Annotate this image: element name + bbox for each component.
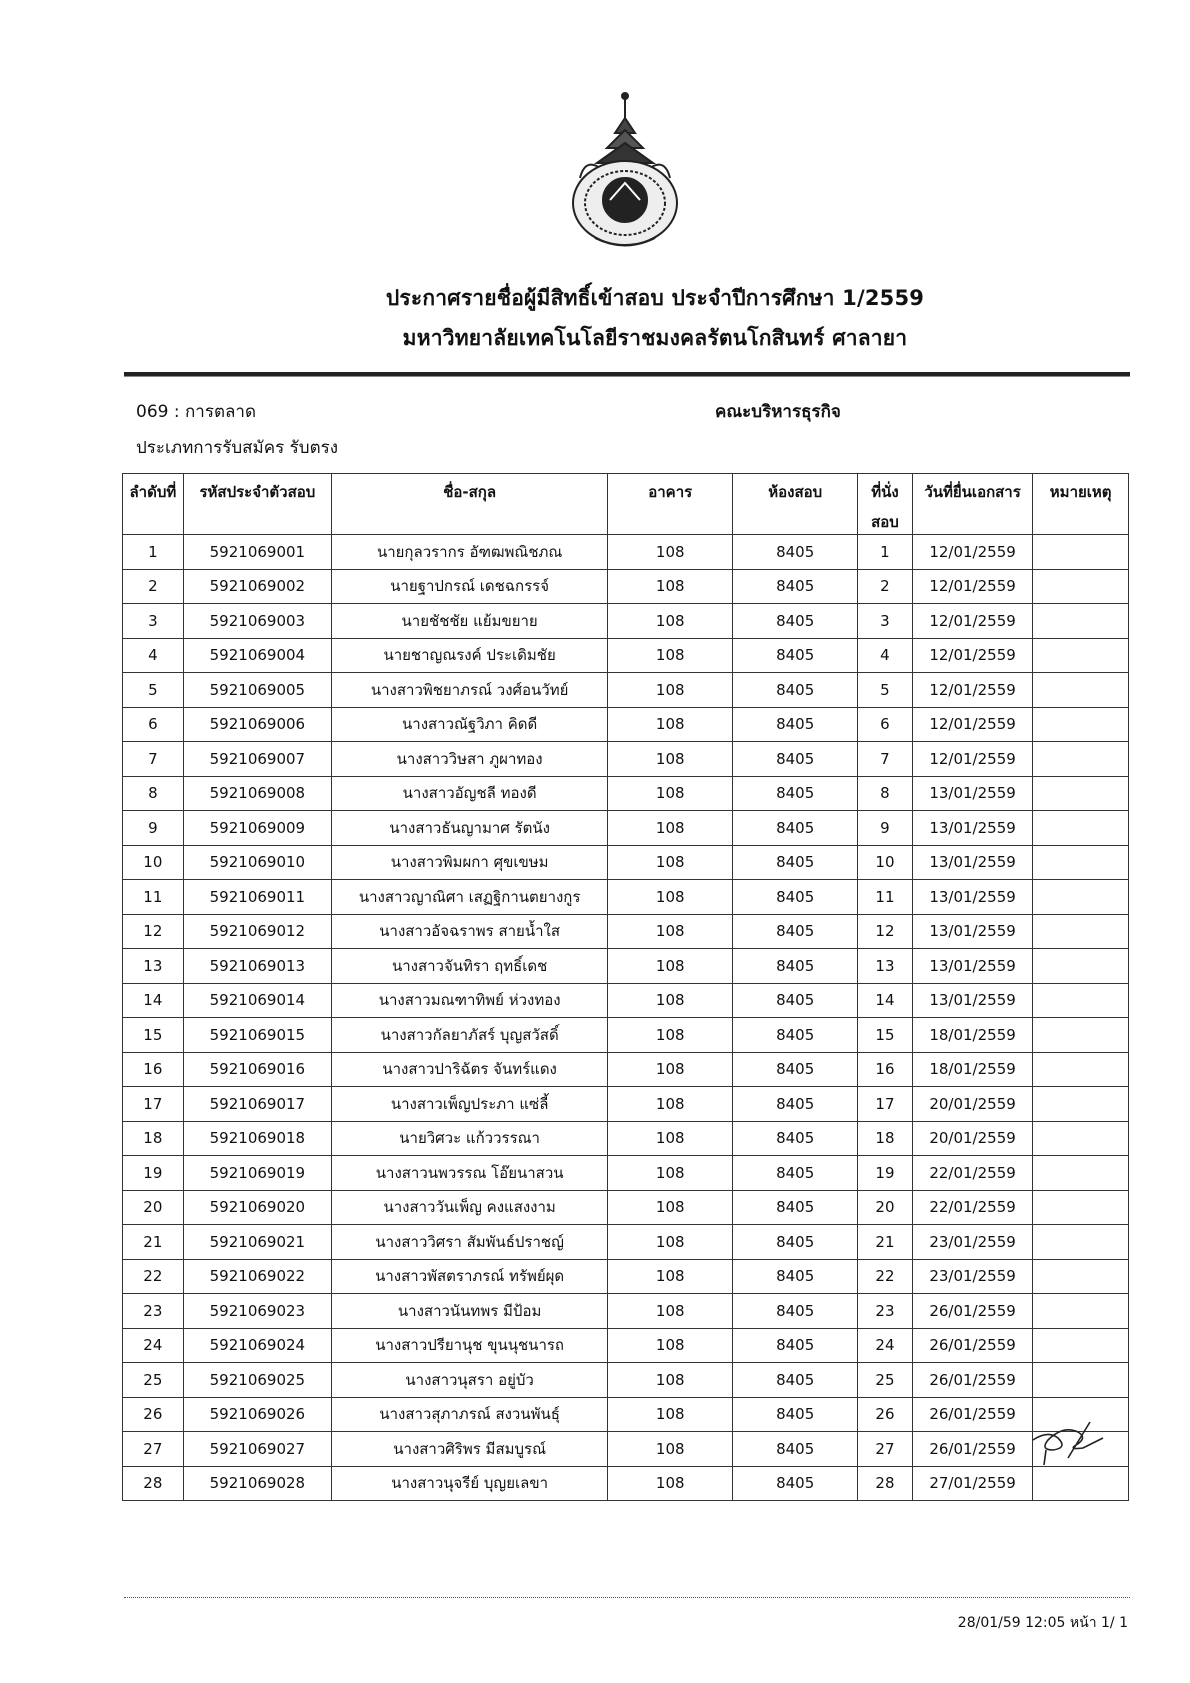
cell-note bbox=[1033, 1121, 1129, 1156]
cell-date: 12/01/2559 bbox=[912, 569, 1033, 604]
cell-room: 8405 bbox=[733, 949, 858, 984]
cell-seq: 9 bbox=[123, 811, 184, 846]
cell-student-id: 5921069019 bbox=[183, 1156, 331, 1191]
table-row bbox=[123, 742, 1129, 777]
cell-name: นางสาววิศรา สัมพันธ์ปราชญ์ bbox=[332, 1225, 608, 1260]
header-divider bbox=[124, 372, 1130, 377]
cell-note bbox=[1033, 1190, 1129, 1225]
cell-name: นางสาวปาริฉัตร จันทร์แดง bbox=[332, 1052, 608, 1087]
cell-seq: 20 bbox=[123, 1190, 184, 1225]
table-row bbox=[123, 569, 1129, 604]
cell-date: 12/01/2559 bbox=[912, 638, 1033, 673]
table-row bbox=[123, 1018, 1129, 1053]
cell-date: 13/01/2559 bbox=[912, 811, 1033, 846]
cell-building: 108 bbox=[608, 1432, 733, 1467]
cell-date: 12/01/2559 bbox=[912, 742, 1033, 777]
cell-student-id: 5921069015 bbox=[183, 1018, 331, 1053]
cell-room: 8405 bbox=[733, 1018, 858, 1053]
cell-building: 108 bbox=[608, 811, 733, 846]
cell-seat: 19 bbox=[858, 1156, 913, 1191]
cell-seq: 22 bbox=[123, 1259, 184, 1294]
cell-building: 108 bbox=[608, 604, 733, 639]
cell-building: 108 bbox=[608, 1190, 733, 1225]
cell-date: 22/01/2559 bbox=[912, 1190, 1033, 1225]
cell-seq: 21 bbox=[123, 1225, 184, 1260]
table-row bbox=[123, 811, 1129, 846]
cell-note bbox=[1033, 1156, 1129, 1191]
cell-student-id: 5921069026 bbox=[183, 1397, 331, 1432]
cell-note bbox=[1033, 604, 1129, 639]
cell-building: 108 bbox=[608, 983, 733, 1018]
cell-room: 8405 bbox=[733, 1225, 858, 1260]
table-row bbox=[123, 1328, 1129, 1363]
cell-student-id: 5921069020 bbox=[183, 1190, 331, 1225]
cell-student-id: 5921069013 bbox=[183, 949, 331, 984]
cell-room: 8405 bbox=[733, 845, 858, 880]
table-row bbox=[123, 535, 1129, 570]
cell-date: 13/01/2559 bbox=[912, 880, 1033, 915]
cell-seq: 5 bbox=[123, 673, 184, 708]
cell-seq: 23 bbox=[123, 1294, 184, 1329]
cell-building: 108 bbox=[608, 707, 733, 742]
cell-date: 18/01/2559 bbox=[912, 1018, 1033, 1053]
cell-seat: 26 bbox=[858, 1397, 913, 1432]
cell-seq: 27 bbox=[123, 1432, 184, 1467]
cell-seq: 28 bbox=[123, 1466, 184, 1501]
cell-student-id: 5921069004 bbox=[183, 638, 331, 673]
cell-note bbox=[1033, 535, 1129, 570]
header-seat bbox=[858, 474, 913, 535]
cell-room: 8405 bbox=[733, 1121, 858, 1156]
cell-room: 8405 bbox=[733, 1156, 858, 1191]
cell-name: นางสาวกัลยาภัสร์ บุญสวัสดิ์ bbox=[332, 1018, 608, 1053]
cell-date: 12/01/2559 bbox=[912, 673, 1033, 708]
cell-name: นางสาวศิริพร มีสมบูรณ์ bbox=[332, 1432, 608, 1467]
cell-building: 108 bbox=[608, 1018, 733, 1053]
cell-seat: 4 bbox=[858, 638, 913, 673]
announcement-title: ประกาศรายชื่อผู้มีสิทธิ์เข้าสอบ ประจำปีการศึกษา 1/2559 bbox=[385, 286, 925, 310]
table-row bbox=[123, 1156, 1129, 1191]
cell-name: นางสาวธันญามาศ รัตนัง bbox=[332, 811, 608, 846]
header-building: อาคาร bbox=[608, 474, 733, 535]
table-row bbox=[123, 1363, 1129, 1398]
header-room: ห้องสอบ bbox=[733, 474, 858, 535]
cell-name: นางสาวพิมผกา ศุขเขษม bbox=[332, 845, 608, 880]
cell-student-id: 5921069017 bbox=[183, 1087, 331, 1122]
cell-seat: 11 bbox=[858, 880, 913, 915]
cell-name: นางสาวนุสรา อยู่บัว bbox=[332, 1363, 608, 1398]
cell-student-id: 5921069012 bbox=[183, 914, 331, 949]
cell-note bbox=[1033, 638, 1129, 673]
table-row bbox=[123, 949, 1129, 984]
faculty-label: คณะบริหารธุรกิจ bbox=[715, 402, 841, 422]
cell-seat: 9 bbox=[858, 811, 913, 846]
table-row bbox=[123, 914, 1129, 949]
cell-seq: 11 bbox=[123, 880, 184, 915]
cell-note bbox=[1033, 949, 1129, 984]
cell-name: นางสาวอัญชลี ทองดี bbox=[332, 776, 608, 811]
cell-seq: 26 bbox=[123, 1397, 184, 1432]
cell-seat: 16 bbox=[858, 1052, 913, 1087]
cell-date: 23/01/2559 bbox=[912, 1259, 1033, 1294]
cell-note bbox=[1033, 1087, 1129, 1122]
cell-room: 8405 bbox=[733, 1052, 858, 1087]
footer-divider bbox=[124, 1597, 1130, 1598]
cell-student-id: 5921069024 bbox=[183, 1328, 331, 1363]
cell-student-id: 5921069014 bbox=[183, 983, 331, 1018]
cell-note bbox=[1033, 1259, 1129, 1294]
table-row bbox=[123, 1397, 1129, 1432]
cell-room: 8405 bbox=[733, 1087, 858, 1122]
footer-timestamp-page: 28/01/59 12:05 หน้า 1/ 1 bbox=[957, 1615, 1128, 1631]
cell-date: 26/01/2559 bbox=[912, 1328, 1033, 1363]
cell-date: 18/01/2559 bbox=[912, 1052, 1033, 1087]
cell-date: 20/01/2559 bbox=[912, 1087, 1033, 1122]
cell-building: 108 bbox=[608, 638, 733, 673]
cell-room: 8405 bbox=[733, 1363, 858, 1398]
cell-student-id: 5921069003 bbox=[183, 604, 331, 639]
cell-room: 8405 bbox=[733, 776, 858, 811]
cell-room: 8405 bbox=[733, 604, 858, 639]
cell-room: 8405 bbox=[733, 535, 858, 570]
cell-name: นางสาวนันทพร มีป้อม bbox=[332, 1294, 608, 1329]
cell-note bbox=[1033, 845, 1129, 880]
cell-name: นายกุลวรากร อัฑฒพณิชภณ bbox=[332, 535, 608, 570]
cell-seq: 25 bbox=[123, 1363, 184, 1398]
cell-room: 8405 bbox=[733, 983, 858, 1018]
cell-seq: 19 bbox=[123, 1156, 184, 1191]
cell-seat: 5 bbox=[858, 673, 913, 708]
cell-note bbox=[1033, 1225, 1129, 1260]
cell-seat: 14 bbox=[858, 983, 913, 1018]
cell-seq: 18 bbox=[123, 1121, 184, 1156]
cell-room: 8405 bbox=[733, 880, 858, 915]
table-row bbox=[123, 845, 1129, 880]
cell-student-id: 5921069005 bbox=[183, 673, 331, 708]
cell-note bbox=[1033, 1018, 1129, 1053]
cell-room: 8405 bbox=[733, 673, 858, 708]
cell-date: 13/01/2559 bbox=[912, 983, 1033, 1018]
cell-seq: 12 bbox=[123, 914, 184, 949]
cell-date: 12/01/2559 bbox=[912, 604, 1033, 639]
cell-seq: 2 bbox=[123, 569, 184, 604]
cell-student-id: 5921069028 bbox=[183, 1466, 331, 1501]
cell-date: 26/01/2559 bbox=[912, 1363, 1033, 1398]
cell-name: นางสาวสุภาภรณ์ สงวนพันธุ์ bbox=[332, 1397, 608, 1432]
header-date: วันที่ยื่นเอกสาร bbox=[912, 474, 1033, 535]
cell-note bbox=[1033, 673, 1129, 708]
cell-note bbox=[1033, 1363, 1129, 1398]
cell-building: 108 bbox=[608, 569, 733, 604]
cell-student-id: 5921069008 bbox=[183, 776, 331, 811]
cell-seat: 7 bbox=[858, 742, 913, 777]
cell-seat: 23 bbox=[858, 1294, 913, 1329]
cell-name: นางสาววันเพ็ญ คงแสงงาม bbox=[332, 1190, 608, 1225]
cell-student-id: 5921069006 bbox=[183, 707, 331, 742]
cell-date: 27/01/2559 bbox=[912, 1466, 1033, 1501]
table-row bbox=[123, 638, 1129, 673]
cell-seat: 6 bbox=[858, 707, 913, 742]
cell-seq: 14 bbox=[123, 983, 184, 1018]
cell-building: 108 bbox=[608, 535, 733, 570]
cell-seat: 24 bbox=[858, 1328, 913, 1363]
cell-seat: 2 bbox=[858, 569, 913, 604]
cell-name: นางสาวอัจฉราพร สายน้ำใส bbox=[332, 914, 608, 949]
cell-student-id: 5921069001 bbox=[183, 535, 331, 570]
cell-note bbox=[1033, 880, 1129, 915]
table-row bbox=[123, 604, 1129, 639]
cell-seq: 15 bbox=[123, 1018, 184, 1053]
table-row bbox=[123, 1259, 1129, 1294]
header-seq: ลำดับที่ bbox=[123, 474, 184, 535]
cell-date: 22/01/2559 bbox=[912, 1156, 1033, 1191]
cell-note bbox=[1033, 776, 1129, 811]
cell-name: นายชาญณรงค์ ประเดิมชัย bbox=[332, 638, 608, 673]
header-student-id: รหัสประจำตัวสอบ bbox=[183, 474, 331, 535]
cell-student-id: 5921069007 bbox=[183, 742, 331, 777]
cell-seat: 28 bbox=[858, 1466, 913, 1501]
cell-building: 108 bbox=[608, 914, 733, 949]
handwritten-signature-icon bbox=[1028, 1410, 1108, 1470]
table-row bbox=[123, 1294, 1129, 1329]
cell-name: นางสาวมณฑาทิพย์ ห่วงทอง bbox=[332, 983, 608, 1018]
cell-name: นายฐาปกรณ์ เดชฉกรรจ์ bbox=[332, 569, 608, 604]
cell-room: 8405 bbox=[733, 1328, 858, 1363]
cell-building: 108 bbox=[608, 880, 733, 915]
cell-note bbox=[1033, 1466, 1129, 1501]
candidate-table bbox=[122, 473, 1129, 1501]
cell-room: 8405 bbox=[733, 1294, 858, 1329]
cell-room: 8405 bbox=[733, 914, 858, 949]
university-emblem-icon bbox=[565, 88, 685, 253]
cell-building: 108 bbox=[608, 1397, 733, 1432]
cell-building: 108 bbox=[608, 742, 733, 777]
cell-building: 108 bbox=[608, 1294, 733, 1329]
cell-seq: 4 bbox=[123, 638, 184, 673]
cell-name: นางสาวนุจรีย์ บุญยเลขา bbox=[332, 1466, 608, 1501]
cell-note bbox=[1033, 983, 1129, 1018]
cell-seat: 3 bbox=[858, 604, 913, 639]
application-type-label: ประเภทการรับสมัคร รับตรง bbox=[136, 438, 339, 458]
cell-name: นายวิศวะ แก้ววรรณา bbox=[332, 1121, 608, 1156]
cell-building: 108 bbox=[608, 1087, 733, 1122]
cell-building: 108 bbox=[608, 1052, 733, 1087]
cell-date: 20/01/2559 bbox=[912, 1121, 1033, 1156]
cell-seq: 3 bbox=[123, 604, 184, 639]
header-seat-line2: สอบ bbox=[871, 513, 899, 531]
table-row bbox=[123, 1190, 1129, 1225]
cell-seat: 20 bbox=[858, 1190, 913, 1225]
cell-note bbox=[1033, 811, 1129, 846]
cell-room: 8405 bbox=[733, 1432, 858, 1467]
table-row bbox=[123, 1432, 1129, 1467]
cell-date: 26/01/2559 bbox=[912, 1432, 1033, 1467]
cell-note bbox=[1033, 569, 1129, 604]
cell-date: 12/01/2559 bbox=[912, 707, 1033, 742]
cell-room: 8405 bbox=[733, 742, 858, 777]
cell-note bbox=[1033, 1052, 1129, 1087]
cell-student-id: 5921069016 bbox=[183, 1052, 331, 1087]
cell-note bbox=[1033, 742, 1129, 777]
cell-student-id: 5921069023 bbox=[183, 1294, 331, 1329]
cell-date: 13/01/2559 bbox=[912, 914, 1033, 949]
table-row bbox=[123, 1225, 1129, 1260]
cell-seq: 24 bbox=[123, 1328, 184, 1363]
cell-seq: 10 bbox=[123, 845, 184, 880]
cell-student-id: 5921069009 bbox=[183, 811, 331, 846]
cell-student-id: 5921069025 bbox=[183, 1363, 331, 1398]
cell-student-id: 5921069018 bbox=[183, 1121, 331, 1156]
cell-student-id: 5921069021 bbox=[183, 1225, 331, 1260]
cell-student-id: 5921069002 bbox=[183, 569, 331, 604]
cell-room: 8405 bbox=[733, 1190, 858, 1225]
cell-seq: 1 bbox=[123, 535, 184, 570]
cell-building: 108 bbox=[608, 1363, 733, 1398]
cell-student-id: 5921069010 bbox=[183, 845, 331, 880]
cell-note bbox=[1033, 1294, 1129, 1329]
cell-seat: 13 bbox=[858, 949, 913, 984]
cell-room: 8405 bbox=[733, 1259, 858, 1294]
cell-name: นางสาวจันทิรา ฤทธิ์เดช bbox=[332, 949, 608, 984]
cell-name: นางสาวพิชยาภรณ์ วงศ์อนวัทย์ bbox=[332, 673, 608, 708]
table-row bbox=[123, 1466, 1129, 1501]
cell-date: 13/01/2559 bbox=[912, 845, 1033, 880]
cell-building: 108 bbox=[608, 845, 733, 880]
table-row bbox=[123, 880, 1129, 915]
cell-name: นางสาวเพ็ญประภา แซ่ลี้ bbox=[332, 1087, 608, 1122]
cell-seat: 1 bbox=[858, 535, 913, 570]
header-note: หมายเหตุ bbox=[1033, 474, 1129, 535]
cell-building: 108 bbox=[608, 949, 733, 984]
cell-building: 108 bbox=[608, 776, 733, 811]
cell-building: 108 bbox=[608, 1259, 733, 1294]
cell-room: 8405 bbox=[733, 1466, 858, 1501]
table-row bbox=[123, 673, 1129, 708]
cell-name: นางสาวพัสตราภรณ์ ทรัพย์ผุด bbox=[332, 1259, 608, 1294]
cell-building: 108 bbox=[608, 1225, 733, 1260]
major-label: 069 : การตลาด bbox=[136, 402, 256, 422]
cell-name: นายชัชชัย แย้มขยาย bbox=[332, 604, 608, 639]
cell-building: 108 bbox=[608, 1121, 733, 1156]
cell-building: 108 bbox=[608, 1156, 733, 1191]
cell-student-id: 5921069027 bbox=[183, 1432, 331, 1467]
cell-date: 13/01/2559 bbox=[912, 776, 1033, 811]
cell-seat: 25 bbox=[858, 1363, 913, 1398]
cell-seq: 17 bbox=[123, 1087, 184, 1122]
cell-name: นางสาวนพวรรณ โอ๊ยนาสวน bbox=[332, 1156, 608, 1191]
cell-seq: 7 bbox=[123, 742, 184, 777]
cell-student-id: 5921069022 bbox=[183, 1259, 331, 1294]
cell-date: 13/01/2559 bbox=[912, 949, 1033, 984]
table-row bbox=[123, 1121, 1129, 1156]
cell-seat: 22 bbox=[858, 1259, 913, 1294]
cell-seat: 10 bbox=[858, 845, 913, 880]
cell-seat: 17 bbox=[858, 1087, 913, 1122]
cell-seat: 12 bbox=[858, 914, 913, 949]
cell-room: 8405 bbox=[733, 811, 858, 846]
cell-name: นางสาวปรียานุช ขุนนุชนารถ bbox=[332, 1328, 608, 1363]
cell-date: 12/01/2559 bbox=[912, 535, 1033, 570]
cell-seq: 16 bbox=[123, 1052, 184, 1087]
cell-date: 26/01/2559 bbox=[912, 1294, 1033, 1329]
cell-note bbox=[1033, 1328, 1129, 1363]
cell-seq: 6 bbox=[123, 707, 184, 742]
cell-date: 26/01/2559 bbox=[912, 1397, 1033, 1432]
cell-room: 8405 bbox=[733, 569, 858, 604]
cell-room: 8405 bbox=[733, 1397, 858, 1432]
header-name: ชื่อ-สกุล bbox=[332, 474, 608, 535]
cell-seat: 21 bbox=[858, 1225, 913, 1260]
cell-name: นางสาวณัฐวิภา คิดดี bbox=[332, 707, 608, 742]
table-header-row bbox=[123, 474, 1129, 535]
cell-seq: 13 bbox=[123, 949, 184, 984]
cell-name: นางสาวญาณิศา เสฏฐิกานตยางกูร bbox=[332, 880, 608, 915]
table-row bbox=[123, 776, 1129, 811]
cell-note bbox=[1033, 707, 1129, 742]
cell-seq: 8 bbox=[123, 776, 184, 811]
cell-building: 108 bbox=[608, 1466, 733, 1501]
cell-seat: 15 bbox=[858, 1018, 913, 1053]
cell-building: 108 bbox=[608, 1328, 733, 1363]
table-row bbox=[123, 1087, 1129, 1122]
table-row bbox=[123, 707, 1129, 742]
cell-date: 23/01/2559 bbox=[912, 1225, 1033, 1260]
header-seat-line1: ที่นั่ง bbox=[871, 483, 899, 501]
cell-seat: 18 bbox=[858, 1121, 913, 1156]
cell-student-id: 5921069011 bbox=[183, 880, 331, 915]
table-row bbox=[123, 983, 1129, 1018]
cell-note bbox=[1033, 914, 1129, 949]
cell-room: 8405 bbox=[733, 638, 858, 673]
cell-building: 108 bbox=[608, 673, 733, 708]
cell-seat: 8 bbox=[858, 776, 913, 811]
cell-seat: 27 bbox=[858, 1432, 913, 1467]
cell-name: นางสาววิษสา ภูผาทอง bbox=[332, 742, 608, 777]
table-row bbox=[123, 1052, 1129, 1087]
university-name: มหาวิทยาลัยเทคโนโลยีราชมงคลรัตนโกสินทร์ ศาลายา bbox=[402, 326, 908, 350]
cell-room: 8405 bbox=[733, 707, 858, 742]
